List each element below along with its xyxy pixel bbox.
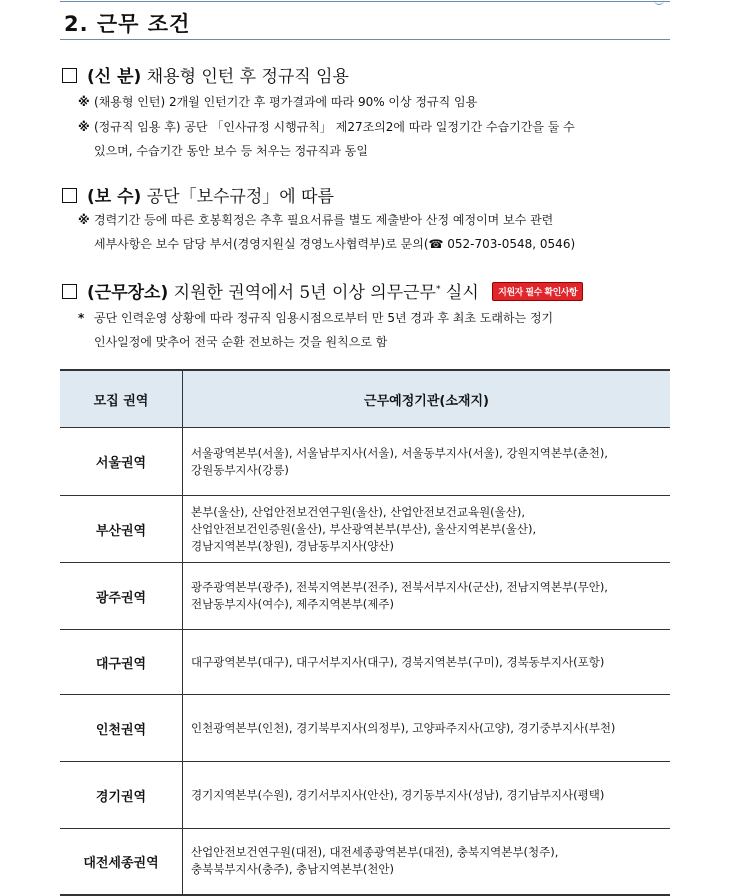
office-line: 본부(울산), 산업안전보건연구원(울산), 산업안전보건교육원(울산), — [191, 504, 526, 519]
table-row — [60, 630, 670, 695]
table-row — [60, 695, 670, 762]
region-offices — [183, 695, 671, 762]
region-name: 대전세종권역 — [60, 829, 183, 895]
top-rule — [60, 1, 670, 2]
table-row — [60, 829, 670, 895]
region-offices — [183, 630, 671, 695]
workplace-note-1-text: 공단 인력운영 상황에 따라 정규직 임용시점으로부터 만 5년 경과 후 최초 도래하는 정기 — [94, 311, 554, 325]
header-offices: 근무예정기관(소재지) — [183, 370, 671, 428]
workplace-note-1 — [78, 306, 670, 354]
table-row — [60, 428, 670, 496]
item-workplace — [62, 278, 583, 303]
item-workplace-desc: 지원한 권역에서 5년 이상 의무근무 — [173, 283, 436, 303]
region-name: 서울권역 — [60, 428, 183, 496]
status-note-2 — [78, 115, 670, 163]
office-line: 강원동부지사(강릉) — [191, 462, 289, 477]
asterisk-mark-icon: * — [78, 311, 85, 325]
item-status-label: (신 분) — [87, 67, 142, 87]
section-title: 2. 근무 조건 — [64, 12, 191, 36]
region-name: 경기권역 — [60, 762, 183, 829]
region-offices — [183, 428, 671, 496]
region-name: 인천권역 — [60, 695, 183, 762]
region-name: 대구권역 — [60, 630, 183, 695]
table-header-row — [60, 370, 670, 428]
item-workplace-label: (근무장소) — [87, 283, 169, 303]
office-line: 광주광역본부(광주), 전북지역본부(전주), 전북서부지사(군산), 전남지역본부(무안), — [191, 580, 608, 594]
office-line: 경기지역본부(수원), 경기서부지사(안산), 경기동부지사(성남), 경기남부지사(평택) — [191, 787, 605, 802]
office-line: 대구광역본부(대구), 대구서부지사(대구), 경북지역본부(구미), 경북동부지사(포항) — [191, 654, 605, 669]
item-pay-label: (보 수) — [87, 187, 142, 207]
office-line: 전남동부지사(여수), 제주지역본부(제주) — [191, 597, 394, 611]
item-pay — [62, 182, 334, 207]
region-name: 광주권역 — [60, 563, 183, 630]
region-offices — [183, 762, 671, 829]
status-note-1-text: (채용형 인턴) 2개월 인턴기간 후 평가결과에 따라 90% 이상 정규직 임용 — [94, 95, 478, 109]
item-workplace-desc-end: 실시 — [445, 283, 479, 303]
section-divider — [60, 39, 670, 40]
checkbox-square-icon — [62, 68, 77, 83]
item-status — [62, 62, 349, 87]
office-line: 경남지역본부(창원), 경남동부지사(양산) — [191, 538, 394, 553]
region-offices — [183, 496, 671, 563]
item-pay-desc: 공단「보수규정」에 따름 — [146, 187, 334, 207]
table-row — [60, 496, 670, 563]
status-note-1 — [78, 90, 670, 114]
checkbox-square-icon — [62, 284, 77, 299]
office-line: 서울광역본부(서울), 서울남부지사(서울), 서울동부지사(서울), 강원지역본부(춘천), — [191, 445, 608, 460]
workplace-note-1-text-cont: 인사일정에 맞추어 전국 순환 전보하는 것을 원칙으로 함 — [94, 335, 388, 349]
pay-note-1 — [78, 208, 670, 256]
pay-note-1-text: 경력기간 등에 따른 호봉획정은 추후 필요서류를 별도 제출받아 산정 예정이며 보수 관련 — [94, 213, 554, 227]
region-name: 부산권역 — [60, 496, 183, 563]
checkbox-square-icon — [62, 188, 77, 203]
table-row — [60, 563, 670, 630]
pay-note-1-text-cont: 세부사항은 보수 담당 부서(경영지원실 경영노사협력부)로 문의(☎ 052-703-0548, 0546) — [94, 237, 576, 251]
office-line: 인천광역본부(인천), 경기북부지사(의정부), 고양파주지사(고양), 경기중부지사(부천) — [191, 720, 616, 735]
footnote-marker: * — [435, 284, 441, 295]
item-status-desc: 채용형 인턴 후 정규직 임용 — [146, 67, 349, 87]
region-offices — [183, 563, 671, 630]
corner-decoration — [654, 0, 664, 5]
status-note-2-text: (정규직 임용 후) 공단 「인사규정 시행규칙」 제27조의2에 따라 일정기간 수습기간을 둘 수 — [94, 120, 575, 134]
office-line: 충북북부지사(충주), 충남지역본부(천안) — [191, 862, 394, 877]
region-offices — [183, 829, 671, 895]
header-region: 모집 권역 — [60, 370, 183, 428]
office-line: 산업안전보건인증원(울산), 부산광역본부(부산), 울산지역본부(울산), — [191, 521, 537, 536]
table-row — [60, 762, 670, 829]
status-note-2-text-cont: 있으며, 수습기간 동안 보수 등 처우는 정규직과 동일 — [94, 144, 368, 158]
region-table — [60, 369, 670, 896]
office-line: 산업안전보건연구원(대전), 대전세종광역본부(대전), 충북지역본부(청주), — [191, 845, 559, 860]
required-check-badge: 지원자 필수 확인사항 — [492, 282, 583, 301]
reference-mark-icon: ※ — [78, 120, 90, 134]
reference-mark-icon: ※ — [78, 213, 90, 227]
reference-mark-icon: ※ — [78, 95, 90, 109]
